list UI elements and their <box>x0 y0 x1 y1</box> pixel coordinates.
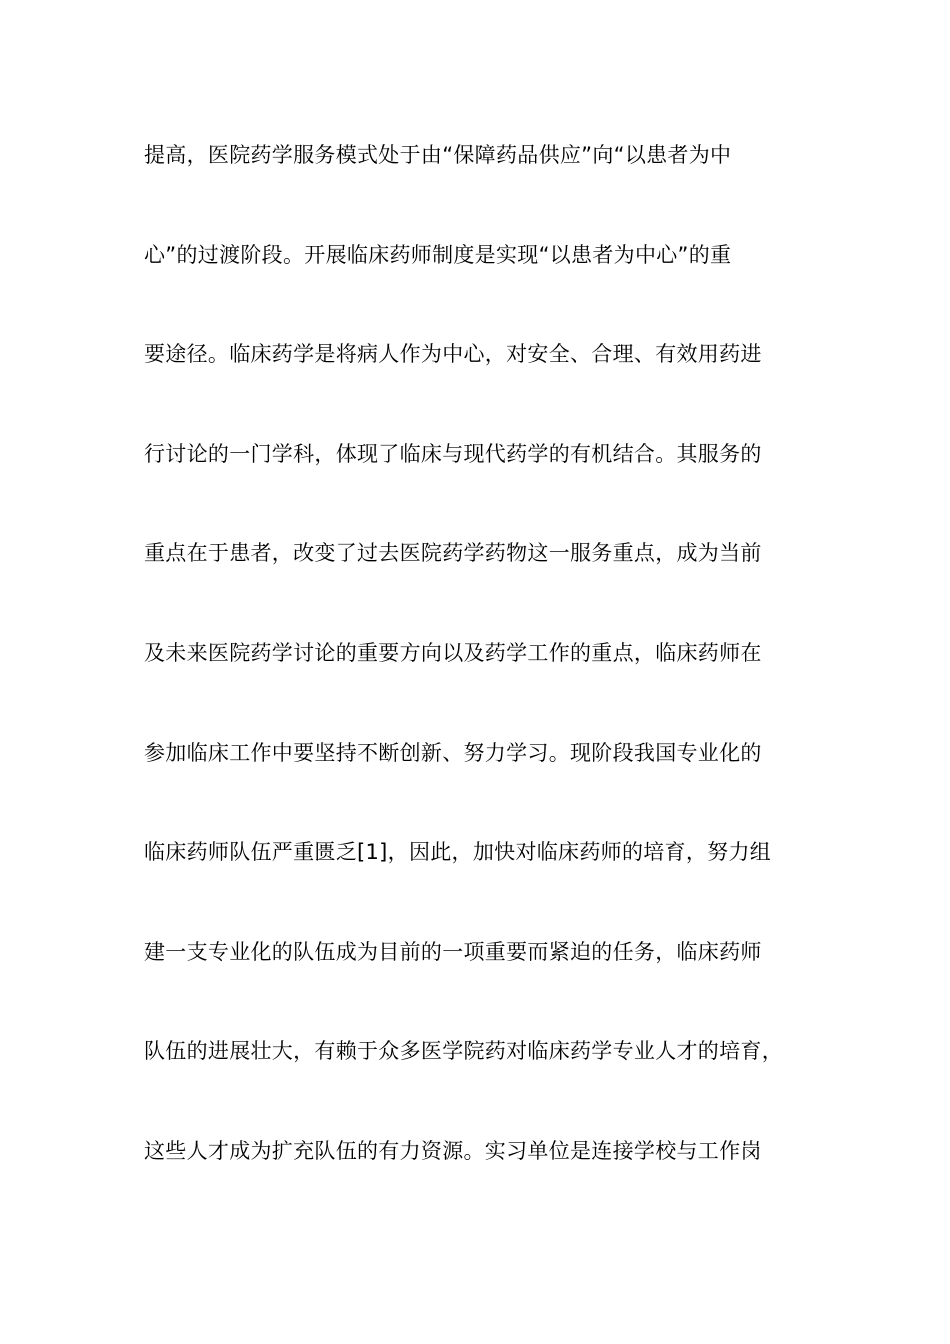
text-line-10: 队伍的进展壮大，有赖于众多医学院药对临床药学专业人才的培育， <box>144 1039 783 1064</box>
text-line-6: 及未来医院药学讨论的重要方向以及药学工作的重点，临床药师在 <box>144 640 762 665</box>
text-line-3: 要途径。临床药学是将病人作为中心，对安全、合理、有效用药进 <box>144 342 762 367</box>
text-line-5: 重点在于患者，改变了过去医院药学药物这一服务重点，成为当前 <box>144 541 762 566</box>
body-paragraph <box>144 128 824 1224</box>
text-line-9: 建一支专业化的队伍成为目前的一项重要而紧迫的任务，临床药师 <box>144 939 762 964</box>
text-line-11: 这些人才成为扩充队伍的有力资源。实习单位是连接学校与工作岗 <box>144 1138 762 1163</box>
text-line-1: 提高，医院药学服务模式处于由“保障药品供应”向“以患者为中 <box>144 143 732 167</box>
text-line-2: 心”的过渡阶段。开展临床药师制度是实现“以患者为中心”的重 <box>144 242 732 267</box>
text-line-8: 临床药师队伍严重匮乏[1]，因此，加快对临床药师的培育，努力组 <box>144 840 772 865</box>
text-line-7: 参加临床工作中要坚持不断创新、努力学习。现阶段我国专业化的 <box>144 740 762 765</box>
text-line-4: 行讨论的一门学科，体现了临床与现代药学的有机结合。其服务的 <box>144 441 762 466</box>
